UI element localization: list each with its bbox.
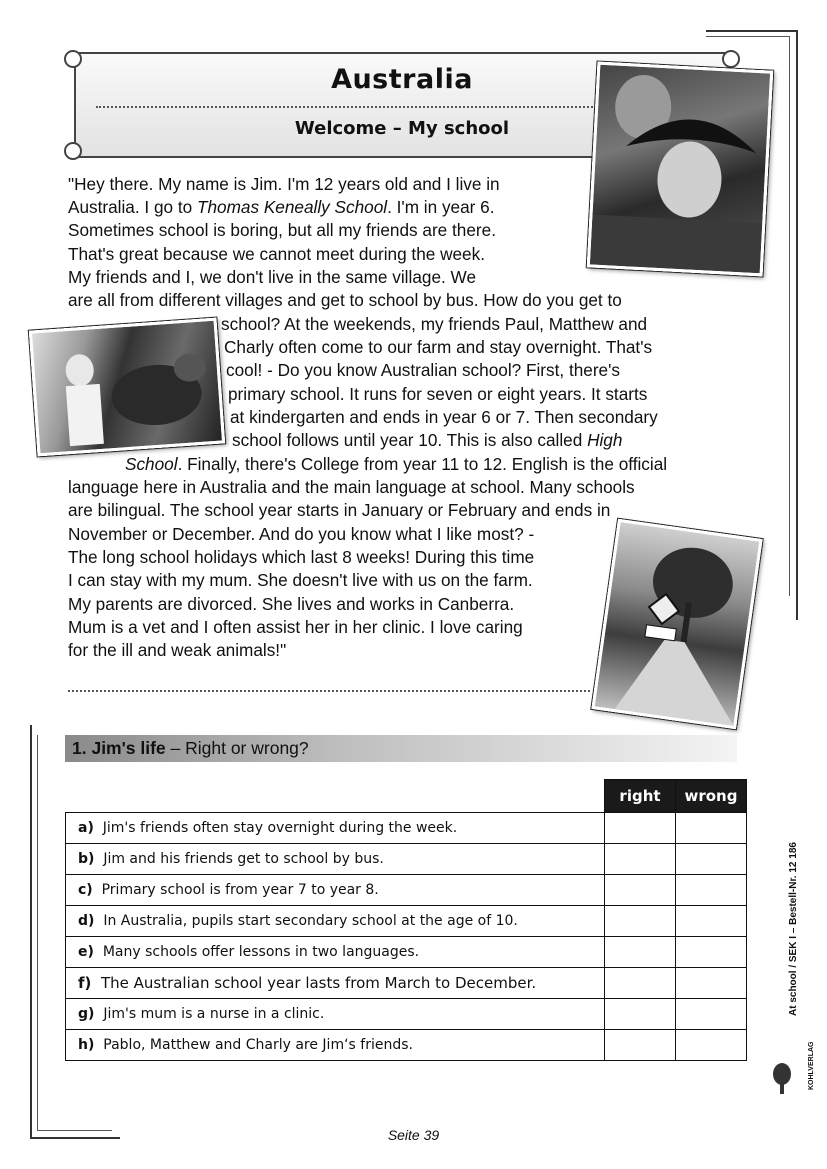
statement-cell: f) The Australian school year lasts from March to December.: [66, 968, 605, 999]
text-line: My parents are divorced. She lives and works in Canberra.: [68, 594, 515, 614]
text-line: cool! - Do you know Australian school? First, there's: [226, 360, 620, 380]
text-line: Charly often come to our farm and stay overnight. That's: [224, 337, 653, 357]
photo-road-with-school-bus-sign: [591, 519, 762, 729]
publisher-label: KOHLVERLAG: [808, 1041, 815, 1090]
wrong-checkbox-cell[interactable]: [676, 937, 747, 968]
table-row: [66, 968, 747, 999]
text-line: November or December. And do you know what I like most? -: [68, 524, 535, 544]
right-checkbox-cell[interactable]: [605, 906, 676, 937]
statement-cell: c) Primary school is from year 7 to year 8.: [66, 875, 605, 906]
dotted-divider: [68, 690, 590, 692]
page-title: Australia: [331, 64, 473, 95]
wrong-checkbox-cell[interactable]: [676, 813, 747, 844]
text-line: primary school. It runs for seven or eight years. It starts: [228, 384, 648, 404]
statement-cell: b) Jim and his friends get to school by bus.: [66, 844, 605, 875]
exercise-number-title: 1. Jim's life: [72, 738, 166, 758]
text-line: My friends and I, we don't live in the same village. We: [68, 267, 477, 287]
text-line: are all from different villages and get to school by bus. How do you get to: [68, 290, 622, 310]
right-checkbox-cell[interactable]: [605, 813, 676, 844]
wrong-checkbox-cell[interactable]: [676, 875, 747, 906]
right-checkbox-cell[interactable]: [605, 968, 676, 999]
frame-line: [37, 735, 38, 1130]
text-line: language here in Australia and the main language at school. Many schools: [68, 477, 635, 497]
publisher-logo-icon: [770, 1060, 794, 1096]
text-line: School. Finally, there's College from year 11 to 12. English is the official: [125, 454, 668, 474]
table-row: [66, 1030, 747, 1061]
text-line: That's great because we cannot meet during the week.: [68, 244, 485, 264]
right-checkbox-cell[interactable]: [605, 1030, 676, 1061]
school-name: Thomas Keneally School: [196, 197, 388, 217]
page-number: Seite 39: [387, 1127, 440, 1143]
frame-line: [789, 36, 790, 596]
right-checkbox-cell[interactable]: [605, 937, 676, 968]
statement-cell: g) Jim's mum is a nurse in a clinic.: [66, 999, 605, 1030]
text-line: Australia. I go to Thomas Keneally School. I'm in year 6.: [68, 197, 495, 217]
column-wrong-header: wrong: [676, 780, 747, 813]
dotted-divider: [96, 106, 636, 108]
table-row: [66, 999, 747, 1030]
right-checkbox-cell[interactable]: [605, 844, 676, 875]
frame-line: [706, 30, 798, 32]
text-line: The long school holidays which last 8 weeks! During this time: [68, 547, 535, 567]
wrong-checkbox-cell[interactable]: [676, 844, 747, 875]
table-row: [66, 937, 747, 968]
wrong-checkbox-cell[interactable]: [676, 1030, 747, 1061]
photo-vet-with-dog: [29, 318, 225, 457]
column-right-header: right: [605, 780, 676, 813]
table-row: [66, 875, 747, 906]
text-line: Sometimes school is boring, but all my friends are there.: [68, 220, 496, 240]
statement-cell: h) Pablo, Matthew and Charly are Jim‘s friends.: [66, 1030, 605, 1061]
frame-line: [30, 725, 32, 1138]
text-line: for the ill and weak animals!": [68, 640, 287, 660]
order-number-label: At school / SEK I – Bestell-Nr. 12 186: [788, 842, 799, 1016]
page-subtitle: Welcome – My school: [294, 118, 510, 139]
statement-cell: e) Many schools offer lessons in two languages.: [66, 937, 605, 968]
right-checkbox-cell[interactable]: [605, 875, 676, 906]
table-row: [66, 906, 747, 937]
wrong-checkbox-cell[interactable]: [676, 999, 747, 1030]
photo-man-and-boy: [587, 62, 774, 277]
wrong-checkbox-cell[interactable]: [676, 906, 747, 937]
wrong-checkbox-cell[interactable]: [676, 968, 747, 999]
statement-cell: a) Jim's friends often stay overnight during the week.: [66, 813, 605, 844]
exercise-subtitle: – Right or wrong?: [165, 738, 309, 758]
frame-line: [706, 36, 790, 37]
text-line: are bilingual. The school year starts in January or February and ends in: [68, 500, 611, 520]
text-line: school follows until year 10. This is also called High: [232, 430, 623, 450]
text-line: school? At the weekends, my friends Paul, Matthew and: [221, 314, 648, 334]
text-line: "Hey there. My name is Jim. I'm 12 years old and I live in: [68, 174, 500, 194]
banner-corner: [64, 142, 82, 160]
table-row: [66, 844, 747, 875]
text-line: Mum is a vet and I often assist her in her clinic. I love caring: [68, 617, 523, 637]
statement-cell: d) In Australia, pupils start secondary school at the age of 10.: [66, 906, 605, 937]
exercise-header: [65, 735, 737, 762]
frame-line: [796, 30, 798, 620]
text-line: at kindergarten and ends in year 6 or 7. Then secondary: [230, 407, 658, 427]
text-line: I can stay with my mum. She doesn't live with us on the farm.: [68, 570, 533, 590]
right-wrong-table: [65, 779, 747, 1061]
right-checkbox-cell[interactable]: [605, 999, 676, 1030]
table-row: [66, 813, 747, 844]
